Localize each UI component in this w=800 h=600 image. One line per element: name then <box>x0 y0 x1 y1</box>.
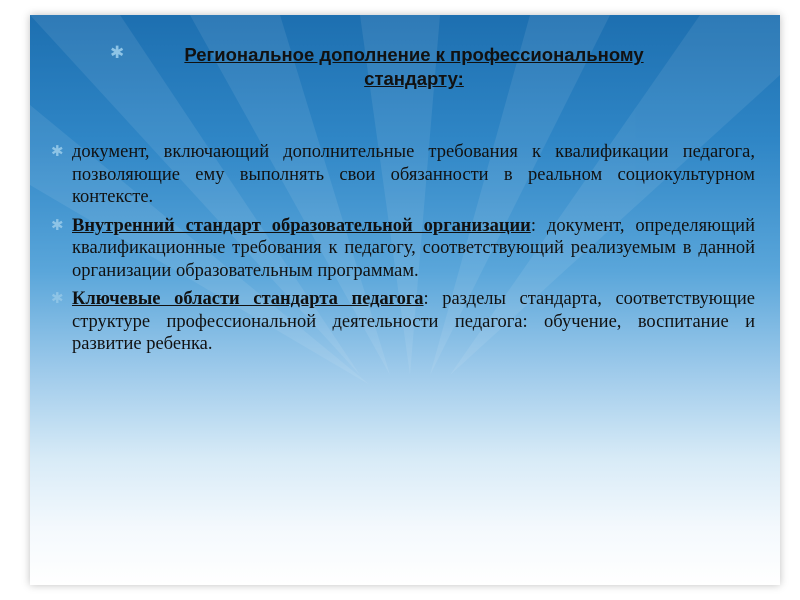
title-text <box>124 43 704 91</box>
list-item <box>45 215 755 283</box>
bullet-text <box>72 141 755 209</box>
title-line-1: Региональное дополнение к профессиональному <box>184 44 644 65</box>
star-bullet-icon: ✱ <box>51 142 64 160</box>
title-line-2: стандарту: <box>364 68 464 89</box>
bullet-separator: : <box>530 215 536 236</box>
slide-title <box>74 43 754 91</box>
bullet-term: Внутренний стандарт образовательной организации <box>72 215 531 236</box>
list-item <box>45 141 755 209</box>
bullet-separator: : <box>423 289 429 309</box>
bullet-text <box>72 215 755 283</box>
bullet-body: документ, определяющий квалификационные требования к педагогу, соответствующий реализуемым в данной организации образовательным программам. <box>72 215 755 281</box>
bullet-body: документ, включающий дополнительные требования к квалификации педагога, позволяющие ему выполнять свои обязанности в реальном социокультурном контексте. <box>72 142 755 207</box>
star-bullet-icon: ✱ <box>51 215 64 234</box>
bullet-text <box>72 288 755 356</box>
star-bullet-icon: ✱ <box>110 43 125 63</box>
list-item <box>45 288 755 356</box>
bullet-list <box>45 141 755 362</box>
star-bullet-icon: ✱ <box>51 289 64 307</box>
bullet-body: разделы стандарта, соответствующие структуре профессиональной деятельности педагога: обучение, воспитание и развитие ребенка. <box>72 289 755 354</box>
content-panel <box>30 15 780 585</box>
bullet-term: Ключевые области стандарта педагога <box>72 289 424 309</box>
